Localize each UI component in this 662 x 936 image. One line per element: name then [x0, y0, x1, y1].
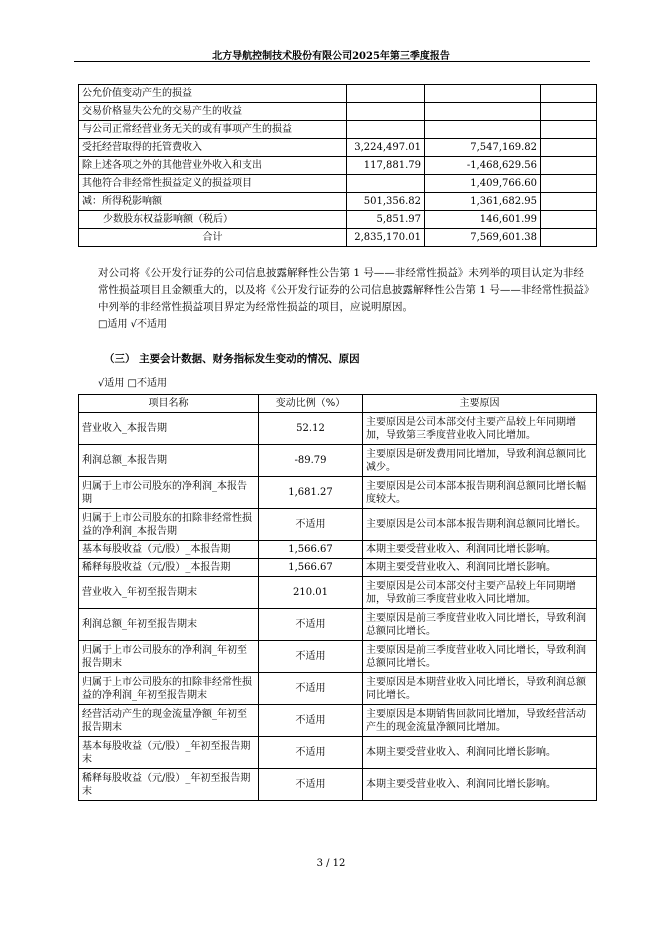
cell-c	[541, 85, 597, 103]
cell-c	[541, 193, 597, 211]
header-item-name: 项目名称	[79, 395, 259, 413]
cell-item: 少数股东权益影响额（税后）	[79, 211, 347, 229]
cell-c	[541, 103, 597, 121]
cell-name: 基本每股收益（元/股）_年初至报告期末	[79, 737, 259, 769]
cell-name: 经营活动产生的现金流量净额_年初至报告期末	[79, 705, 259, 737]
cell-b: 1,361,682.95	[425, 193, 541, 211]
table-row	[79, 103, 597, 121]
cell-c	[541, 211, 597, 229]
cell-name: 归属于上市公司股东的净利润_年初至报告期末	[79, 641, 259, 673]
cell-reason: 主要原因是前三季度营业收入同比增长，导致利润总额同比增长。	[363, 609, 597, 641]
cell-reason: 本期主要受营业收入、利润同比增长影响。	[363, 559, 597, 577]
cell-reason: 主要原因是公司本部交付主要产品较上年同期增加，导致前三季度营业收入同比增加。	[363, 577, 597, 609]
cell-ratio: 不适用	[259, 769, 363, 801]
cell-name: 利润总额_本报告期	[79, 445, 259, 477]
table-header-row	[79, 395, 597, 413]
cell-name: 归属于上市公司股东的扣除非经常性损益的净利润_年初至报告期末	[79, 673, 259, 705]
table-row	[79, 641, 597, 673]
cell-reason: 本期主要受营业收入、利润同比增长影响。	[363, 737, 597, 769]
cell-a	[347, 85, 425, 103]
applicability-check-2: √适用 □不适用	[98, 378, 167, 389]
table-row	[79, 673, 597, 705]
table-row	[79, 157, 597, 175]
cell-name: 归属于上市公司股东的扣除非经常性损益的净利润_本报告期	[79, 509, 259, 541]
cell-a: 2,835,170.01	[347, 229, 425, 247]
cell-reason: 主要原因是前三季度营业收入同比增长，导致利润总额同比增长。	[363, 641, 597, 673]
table-row	[79, 445, 597, 477]
cell-reason: 主要原因是本期销售回款同比增加，导致经营活动产生的现金流量净额同比增加。	[363, 705, 597, 737]
table-row	[79, 211, 597, 229]
cell-name: 基本每股收益（元/股）_本报告期	[79, 541, 259, 559]
cell-item: 减：所得税影响额	[79, 193, 347, 211]
cell-ratio: 210.01	[259, 577, 363, 609]
cell-b: 146,601.99	[425, 211, 541, 229]
table-row	[79, 139, 597, 157]
cell-a	[347, 103, 425, 121]
cell-name: 利润总额_年初至报告期末	[79, 609, 259, 641]
cell-ratio: 不适用	[259, 737, 363, 769]
cell-ratio: 1,681.27	[259, 477, 363, 509]
cell-a: 3,224,497.01	[347, 139, 425, 157]
page-header-title: 北方导航控制技术股份有限公司2025年第三季度报告	[212, 51, 450, 62]
cell-reason: 主要原因是公司本部本报告期利润总额同比增长幅度较大。	[363, 477, 597, 509]
cell-b: 1,409,766.60	[425, 175, 541, 193]
cell-item: 受托经营取得的托管费收入	[79, 139, 347, 157]
cell-b	[425, 121, 541, 139]
table-row	[79, 509, 597, 541]
header-main-reason: 主要原因	[363, 395, 597, 413]
cell-name: 稀释每股收益（元/股）_年初至报告期末	[79, 769, 259, 801]
explanation-paragraph: 对公司将《公开发行证券的公司信息披露解释性公告第 1 号——非经常性损益》未列举的项目认定为非经常性损益项目且金额重大的，以及将《公开发行证券的公司信息披露解释性公告第 1 号——非经常性损益》中列举的非经常性损益项目界定为经常性损益的项目，应说明原因。	[98, 267, 590, 313]
cell-ratio: 不适用	[259, 509, 363, 541]
cell-reason: 主要原因是公司本部本报告期利润总额同比增长。	[363, 509, 597, 541]
table-row	[79, 705, 597, 737]
cell-item: 除上述各项之外的其他营业外收入和支出	[79, 157, 347, 175]
table-row	[79, 609, 597, 641]
cell-ratio: 不适用	[259, 641, 363, 673]
cell-ratio: 不适用	[259, 705, 363, 737]
cell-ratio: -89.79	[259, 445, 363, 477]
cell-c	[541, 229, 597, 247]
cell-reason: 本期主要受营业收入、利润同比增长影响。	[363, 541, 597, 559]
cell-b: 7,547,169.82	[425, 139, 541, 157]
cell-ratio: 不适用	[259, 609, 363, 641]
cell-item: 合计	[79, 229, 347, 247]
page-number: 3 / 12	[316, 858, 346, 869]
cell-c	[541, 157, 597, 175]
cell-a: 501,356.82	[347, 193, 425, 211]
cell-b: -1,468,629.56	[425, 157, 541, 175]
cell-b	[425, 103, 541, 121]
cell-ratio: 52.12	[259, 413, 363, 445]
cell-reason: 本期主要受营业收入、利润同比增长影响。	[363, 769, 597, 801]
cell-name: 营业收入_本报告期	[79, 413, 259, 445]
cell-ratio: 1,566.67	[259, 559, 363, 577]
table-row	[79, 769, 597, 801]
cell-reason: 主要原因是本期营业收入同比增长，导致利润总额同比增长。	[363, 673, 597, 705]
header-change-ratio: 变动比例（%）	[259, 395, 363, 413]
table-row	[79, 737, 597, 769]
cell-name: 归属于上市公司股东的净利润_本报告期	[79, 477, 259, 509]
cell-item: 其他符合非经常性损益定义的损益项目	[79, 175, 347, 193]
cell-c	[541, 121, 597, 139]
cell-name: 稀释每股收益（元/股）_本报告期	[79, 559, 259, 577]
non-recurring-gains-table	[78, 84, 597, 247]
cell-reason: 主要原因是公司本部交付主要产品较上年同期增加，导致第三季度营业收入同比增加。	[363, 413, 597, 445]
table-row	[79, 413, 597, 445]
cell-c	[541, 139, 597, 157]
table-row	[79, 559, 597, 577]
cell-item: 与公司正常经营业务无关的或有事项产生的损益	[79, 121, 347, 139]
cell-item: 交易价格显失公允的交易产生的收益	[79, 103, 347, 121]
table-row	[79, 477, 597, 509]
table-row	[79, 541, 597, 559]
cell-item: 公允价值变动产生的损益	[79, 85, 347, 103]
cell-c	[541, 175, 597, 193]
cell-b	[425, 85, 541, 103]
cell-a: 117,881.79	[347, 157, 425, 175]
cell-name: 营业收入_年初至报告期末	[79, 577, 259, 609]
table-row	[79, 121, 597, 139]
cell-a: 5,851.97	[347, 211, 425, 229]
cell-a	[347, 175, 425, 193]
cell-a	[347, 121, 425, 139]
header-rule	[74, 61, 590, 62]
cell-ratio: 1,566.67	[259, 541, 363, 559]
table-row	[79, 85, 597, 103]
cell-reason: 主要原因是研发费用同比增加，导致利润总额同比减少。	[363, 445, 597, 477]
section-3-title: （三） 主要会计数据、财务指标发生变动的情况、原因	[104, 353, 360, 365]
cell-b: 7,569,601.38	[425, 229, 541, 247]
cell-ratio: 不适用	[259, 673, 363, 705]
table-row	[79, 229, 597, 247]
table-row	[79, 175, 597, 193]
indicator-changes-table	[78, 394, 597, 801]
table-row	[79, 193, 597, 211]
applicability-check-1: □适用 √不适用	[98, 319, 167, 330]
table-row	[79, 577, 597, 609]
